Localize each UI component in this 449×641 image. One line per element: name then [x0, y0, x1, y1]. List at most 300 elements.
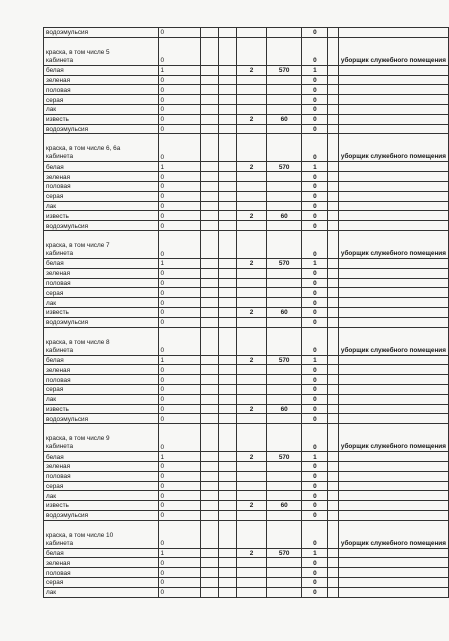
empty-cell [237, 424, 267, 452]
empty-cell [338, 452, 448, 462]
table-row [44, 578, 449, 588]
table-row [44, 587, 449, 597]
empty-cell [338, 355, 448, 365]
empty-cell [201, 327, 219, 355]
item-total: 0 [302, 201, 328, 211]
empty-cell [219, 230, 237, 258]
empty-cell [201, 375, 219, 385]
empty-cell [201, 104, 219, 114]
item-price [266, 124, 302, 134]
empty-cell [328, 452, 339, 462]
table-row [44, 278, 449, 288]
empty-cell [328, 568, 339, 578]
empty-cell [338, 558, 448, 568]
item-total: 0 [302, 501, 328, 511]
empty-cell [201, 298, 219, 308]
table-row [44, 394, 449, 404]
empty-cell [219, 317, 237, 327]
empty-cell [328, 481, 339, 491]
empty-cell [201, 172, 219, 182]
table-row [44, 191, 449, 201]
item-total: 0 [302, 587, 328, 597]
group-responsible-note: уборщик служебного помещения [338, 134, 448, 162]
empty-cell [328, 230, 339, 258]
table-row [44, 471, 449, 481]
table-row [44, 104, 449, 114]
empty-cell [237, 28, 267, 38]
item-price: 570 [266, 355, 302, 365]
item-name: лак [44, 201, 159, 211]
empty-cell [201, 268, 219, 278]
empty-cell [328, 75, 339, 85]
group-qty: 0 [158, 230, 201, 258]
item-count: 2 [237, 404, 267, 414]
empty-cell [201, 491, 219, 501]
empty-cell [338, 211, 448, 221]
item-count [237, 461, 267, 471]
empty-cell [219, 481, 237, 491]
empty-cell [328, 404, 339, 414]
empty-cell [328, 491, 339, 501]
empty-cell [219, 461, 237, 471]
item-count [237, 221, 267, 231]
item-count [237, 298, 267, 308]
item-count [237, 201, 267, 211]
group-qty: 0 [158, 520, 201, 548]
item-name: серая [44, 288, 159, 298]
item-qty: 0 [158, 365, 201, 375]
table-row [44, 375, 449, 385]
group-responsible-note: уборщик служебного помещения [338, 424, 448, 452]
table-row [44, 414, 449, 424]
empty-cell [201, 384, 219, 394]
empty-cell [219, 134, 237, 162]
empty-cell [338, 375, 448, 385]
group-responsible-note: уборщик служебного помещения [338, 37, 448, 65]
item-qty: 0 [158, 307, 201, 317]
item-total: 0 [302, 481, 328, 491]
item-name: зеленая [44, 461, 159, 471]
empty-cell [338, 298, 448, 308]
item-total: 0 [302, 568, 328, 578]
group-header-row [44, 424, 449, 452]
empty-cell [201, 520, 219, 548]
table-row [44, 268, 449, 278]
item-price [266, 568, 302, 578]
empty-cell [338, 95, 448, 105]
item-price [266, 288, 302, 298]
item-total: 0 [302, 268, 328, 278]
item-name: водоэмульсия [44, 221, 159, 231]
empty-cell [328, 520, 339, 548]
empty-cell [338, 501, 448, 511]
item-qty: 0 [158, 404, 201, 414]
item-name: белая [44, 65, 159, 75]
empty-cell [328, 162, 339, 172]
item-total: 0 [302, 384, 328, 394]
table-row [44, 481, 449, 491]
group-name-line1: краска, в том числе 7 [46, 241, 110, 249]
empty-cell [219, 124, 237, 134]
item-name: серая [44, 95, 159, 105]
empty-cell [328, 548, 339, 558]
item-name: известь [44, 404, 159, 414]
empty-cell [219, 85, 237, 95]
item-price [266, 268, 302, 278]
item-count [237, 491, 267, 501]
item-count [237, 191, 267, 201]
item-count [237, 288, 267, 298]
empty-cell [338, 414, 448, 424]
empty-cell [266, 520, 302, 548]
item-price: 60 [266, 211, 302, 221]
empty-cell [328, 307, 339, 317]
item-total: 0 [302, 114, 328, 124]
empty-cell [328, 28, 339, 38]
item-count: 2 [237, 307, 267, 317]
item-price [266, 481, 302, 491]
group-name [44, 520, 159, 548]
empty-cell [338, 510, 448, 520]
table-row [44, 114, 449, 124]
item-price [266, 491, 302, 501]
table-row [44, 65, 449, 75]
empty-cell [219, 172, 237, 182]
item-price: 570 [266, 548, 302, 558]
empty-cell [201, 95, 219, 105]
item-count [237, 104, 267, 114]
empty-cell [328, 355, 339, 365]
empty-cell [237, 520, 267, 548]
item-price [266, 278, 302, 288]
item-total: 0 [302, 558, 328, 568]
item-total: 0 [302, 404, 328, 414]
group-name-line2: кабинета [46, 153, 74, 161]
empty-cell [201, 471, 219, 481]
item-qty: 0 [158, 221, 201, 231]
empty-cell [338, 471, 448, 481]
group-name [44, 37, 159, 65]
item-name: водоэмульсия [44, 510, 159, 520]
empty-cell [219, 211, 237, 221]
table-row [44, 558, 449, 568]
empty-cell [338, 114, 448, 124]
empty-cell [201, 85, 219, 95]
group-name [44, 134, 159, 162]
item-qty: 0 [158, 298, 201, 308]
empty-cell [266, 28, 302, 38]
item-qty: 0 [158, 75, 201, 85]
item-price: 570 [266, 452, 302, 462]
group-name [44, 230, 159, 258]
item-name: водоэмульсия [44, 124, 159, 134]
item-qty: 0 [158, 471, 201, 481]
empty-cell [201, 307, 219, 317]
empty-cell [201, 365, 219, 375]
item-total: 0 [302, 578, 328, 588]
item-price [266, 471, 302, 481]
item-total: 1 [302, 65, 328, 75]
group-responsible-note: уборщик служебного помещения [338, 230, 448, 258]
empty-cell [201, 134, 219, 162]
item-price [266, 75, 302, 85]
empty-cell [266, 230, 302, 258]
empty-cell [338, 258, 448, 268]
table-row [44, 95, 449, 105]
item-count [237, 278, 267, 288]
empty-cell [338, 104, 448, 114]
item-count [237, 568, 267, 578]
group-name-line1: краска, в том числе 6, 6а [46, 145, 121, 153]
empty-cell [266, 37, 302, 65]
group-header-row [44, 327, 449, 355]
item-count: 2 [237, 65, 267, 75]
empty-cell [219, 587, 237, 597]
table-row [44, 384, 449, 394]
empty-cell [219, 501, 237, 511]
empty-cell [201, 191, 219, 201]
empty-cell [237, 230, 267, 258]
group-header-row [44, 230, 449, 258]
item-qty: 1 [158, 452, 201, 462]
item-count [237, 75, 267, 85]
empty-cell [328, 510, 339, 520]
item-price [266, 104, 302, 114]
empty-cell [338, 191, 448, 201]
item-total: 0 [302, 104, 328, 114]
table-row [44, 307, 449, 317]
empty-cell [328, 394, 339, 404]
item-price [266, 375, 302, 385]
empty-cell [328, 211, 339, 221]
item-price [266, 317, 302, 327]
item-count [237, 181, 267, 191]
item-total: 0 [302, 172, 328, 182]
item-name: лак [44, 491, 159, 501]
item-qty: 0 [158, 375, 201, 385]
empty-cell [266, 134, 302, 162]
item-count: 2 [237, 258, 267, 268]
empty-cell [328, 501, 339, 511]
item-qty: 0 [158, 95, 201, 105]
empty-cell [266, 327, 302, 355]
item-total: 0 [302, 75, 328, 85]
empty-cell [201, 481, 219, 491]
empty-cell [338, 365, 448, 375]
group-name-line1: краска, в том числе 10 [46, 531, 114, 539]
item-total: 0 [302, 317, 328, 327]
item-qty: 0 [158, 384, 201, 394]
item-name: лак [44, 298, 159, 308]
item-total: 0 [302, 124, 328, 134]
item-price [266, 414, 302, 424]
item-price [266, 172, 302, 182]
item-total: 0 [302, 307, 328, 317]
item-count [237, 365, 267, 375]
group-name-line2: кабинета [46, 443, 74, 451]
table-row [44, 181, 449, 191]
empty-cell [328, 85, 339, 95]
empty-cell [328, 375, 339, 385]
empty-cell [328, 181, 339, 191]
empty-cell [219, 394, 237, 404]
table-row [44, 510, 449, 520]
table-row [44, 298, 449, 308]
item-count [237, 85, 267, 95]
empty-cell [201, 221, 219, 231]
item-total: 0 [302, 288, 328, 298]
empty-cell [201, 394, 219, 404]
empty-cell [328, 461, 339, 471]
empty-cell [328, 124, 339, 134]
empty-cell [219, 375, 237, 385]
empty-cell [328, 327, 339, 355]
table-row [44, 28, 449, 38]
empty-cell [338, 548, 448, 558]
item-count [237, 172, 267, 182]
table-row [44, 355, 449, 365]
empty-cell [328, 587, 339, 597]
empty-cell [328, 114, 339, 124]
empty-cell [201, 548, 219, 558]
item-name: белая [44, 452, 159, 462]
item-count: 2 [237, 114, 267, 124]
table-row [44, 85, 449, 95]
item-count [237, 317, 267, 327]
item-qty: 1 [158, 162, 201, 172]
item-qty: 0 [158, 201, 201, 211]
item-name: половая [44, 278, 159, 288]
empty-cell [219, 355, 237, 365]
empty-cell [201, 288, 219, 298]
item-name: лак [44, 394, 159, 404]
empty-cell [201, 355, 219, 365]
item-name: известь [44, 307, 159, 317]
item-total: 0 [302, 28, 328, 38]
item-name: серая [44, 481, 159, 491]
item-name: зеленая [44, 172, 159, 182]
empty-cell [219, 471, 237, 481]
item-total: 1 [302, 162, 328, 172]
inventory-table-body [44, 28, 449, 598]
empty-cell [219, 258, 237, 268]
item-qty: 0 [158, 317, 201, 327]
empty-cell [219, 28, 237, 38]
empty-cell [201, 317, 219, 327]
empty-cell [201, 28, 219, 38]
empty-cell [338, 181, 448, 191]
table-row [44, 501, 449, 511]
group-name-line1: краска, в том числе 9 [46, 435, 110, 443]
item-price [266, 587, 302, 597]
group-total: 0 [302, 424, 328, 452]
item-count [237, 414, 267, 424]
group-total: 0 [302, 37, 328, 65]
item-count: 2 [237, 355, 267, 365]
empty-cell [237, 37, 267, 65]
empty-cell [328, 414, 339, 424]
group-name-line1: краска, в том числе 5 [46, 48, 110, 56]
empty-cell [338, 307, 448, 317]
group-responsible-note: уборщик служебного помещения [338, 520, 448, 548]
item-price [266, 181, 302, 191]
item-count [237, 558, 267, 568]
item-name: зеленая [44, 365, 159, 375]
empty-cell [338, 568, 448, 578]
empty-cell [338, 317, 448, 327]
empty-cell [338, 278, 448, 288]
empty-cell [219, 221, 237, 231]
empty-cell [328, 317, 339, 327]
empty-cell [328, 201, 339, 211]
empty-cell [201, 510, 219, 520]
item-price [266, 221, 302, 231]
item-total: 1 [302, 258, 328, 268]
empty-cell [219, 201, 237, 211]
empty-cell [219, 298, 237, 308]
item-count [237, 471, 267, 481]
item-name: лак [44, 587, 159, 597]
empty-cell [201, 124, 219, 134]
item-count [237, 384, 267, 394]
empty-cell [338, 221, 448, 231]
item-qty: 0 [158, 124, 201, 134]
table-row [44, 548, 449, 558]
item-qty: 0 [158, 288, 201, 298]
table-row [44, 201, 449, 211]
group-total: 0 [302, 520, 328, 548]
item-count [237, 268, 267, 278]
empty-cell [219, 510, 237, 520]
empty-cell [201, 230, 219, 258]
empty-cell [219, 65, 237, 75]
empty-cell [201, 578, 219, 588]
group-name [44, 424, 159, 452]
item-total: 0 [302, 414, 328, 424]
empty-cell [201, 278, 219, 288]
empty-cell [338, 288, 448, 298]
empty-cell [219, 578, 237, 588]
item-qty: 0 [158, 587, 201, 597]
empty-cell [338, 404, 448, 414]
item-qty: 0 [158, 85, 201, 95]
empty-cell [328, 258, 339, 268]
group-responsible-note: уборщик служебного помещения [338, 327, 448, 355]
item-count [237, 587, 267, 597]
item-total: 0 [302, 471, 328, 481]
item-price: 60 [266, 114, 302, 124]
empty-cell [201, 258, 219, 268]
item-total: 0 [302, 95, 328, 105]
item-price [266, 365, 302, 375]
group-name-line2: кабинета [46, 539, 74, 547]
empty-cell [219, 162, 237, 172]
item-price: 60 [266, 501, 302, 511]
item-price [266, 461, 302, 471]
empty-cell [338, 65, 448, 75]
item-price: 570 [266, 258, 302, 268]
item-qty: 1 [158, 355, 201, 365]
item-total: 0 [302, 278, 328, 288]
item-price [266, 384, 302, 394]
empty-cell [219, 191, 237, 201]
empty-cell [201, 424, 219, 452]
empty-cell [201, 404, 219, 414]
item-price: 570 [266, 65, 302, 75]
item-total: 0 [302, 191, 328, 201]
empty-cell [328, 134, 339, 162]
item-qty: 1 [158, 548, 201, 558]
